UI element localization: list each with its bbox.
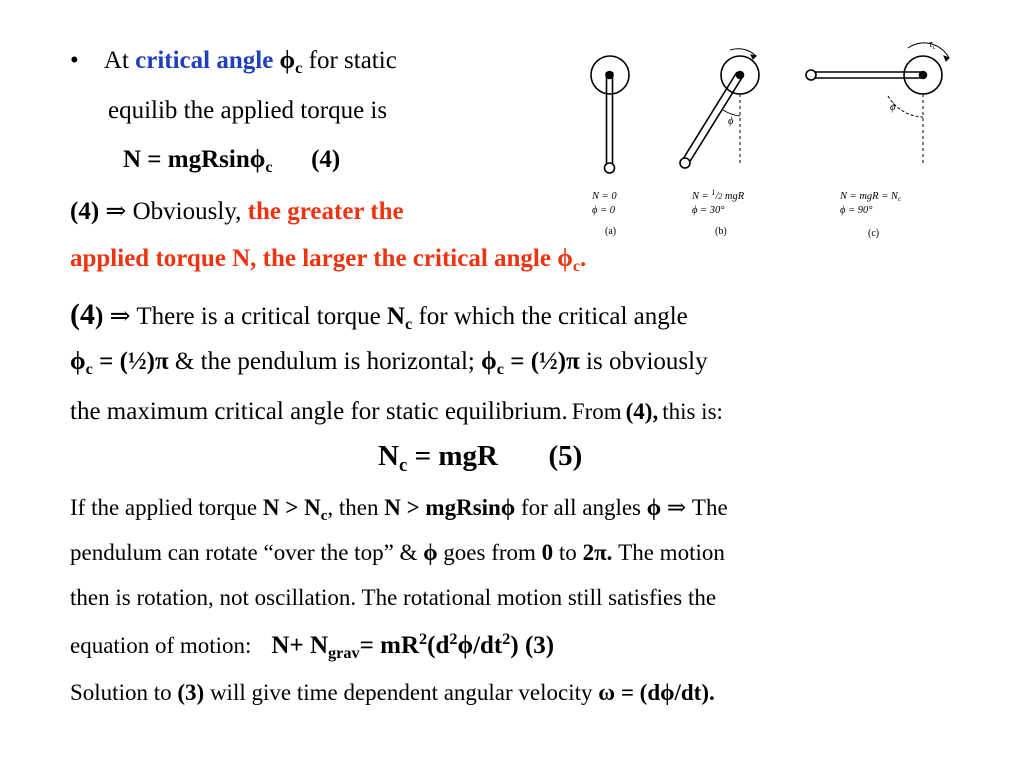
text-greater: the greater the [247,198,404,225]
equation-3: $N+ N_{grav}= mR^2(d^2\phi/dt^2)$ (3) [271,630,555,663]
ref-3: (3) [177,680,205,705]
symbol-phi-c-1: $\phi_c$ = (½)π [70,348,169,379]
text-line-12: then is rotation, not oscillation. The rotational motion still satisfies the [70,585,717,610]
ref-4: (4), [625,399,659,424]
text-line-8: the maximum critical angle for static equilibrium. From (4), this is: [70,398,723,425]
condition-N-gt-mgRsin: N > mgRsinϕ [384,495,516,520]
text-line-4 [70,196,404,226]
caption-a-phi: ϕ = 0 [592,205,616,216]
caption-c-phi: ϕ = 90° [840,205,873,216]
text-for-static: for static [308,47,397,74]
text-line-7: $\phi_c$ = (½)π & the pendulum is horizontal; $\phi_c$ = (½)π is obviously [70,348,708,379]
torque-label-c: τc [929,39,936,51]
equation-4: N = mgRsinϕ$_c$ (4) [123,146,341,177]
text-at: At [103,47,129,74]
equation-number-5: (5) [548,440,583,472]
label-b: (b) [715,226,727,237]
angle-label-b: ϕ [728,116,734,127]
angle-label-c: ϕ [890,102,896,113]
bullet-line-1 [70,47,397,78]
implies-arrow: ⇒ [109,303,131,330]
text-line-10: If the applied torque $N > N_c$, then N > mgRsinϕ for all angles ϕ ⇒ The [70,495,728,524]
implies-arrow: ⇒ [666,495,687,520]
symbol-phi-c: $\phi_c$ [279,47,303,78]
label-c: (c) [868,228,880,239]
angular-velocity-eq: ω = (dϕ/dt). [598,680,715,705]
bullet: • [70,47,79,74]
caption-a-N: N = 0 [592,191,617,202]
caption-c-N: N = mgR = Nc [840,191,902,203]
condition-N-gt-Nc: $N > N_c$ [262,495,328,524]
pendulum-figure [578,38,978,248]
symbol-Nc: $N_c$ [386,303,413,334]
caption-b-N: N = $^1$/2 mgR [692,188,745,202]
text-line-6: (4) ⇒ There is a critical torque $N_c$ for which the critical angle [70,298,688,334]
ref-4: (4) [70,198,100,225]
text-line-2: equilib the applied torque is [108,97,388,124]
label-a: (a) [605,226,617,237]
text-line-14: Solution to (3) will give time dependent angular velocity ω = (dϕ/dt). [70,680,715,705]
text-line-11: pendulum can rotate “over the top” & ϕ goes from 0 to 2π. The motion [70,540,725,565]
ref-4-large: (4 [70,298,95,331]
caption-b-phi: ϕ = 30° [692,205,725,216]
text-line-13: equation of motion: $N+ N_{grav}= mR^2(d^2\phi/dt^2)$ (3) [70,630,555,663]
pendulum-b [680,49,759,168]
pendulum-c [806,43,949,166]
text-obviously: Obviously, [132,198,242,225]
implies-arrow: ⇒ [105,198,127,225]
term-critical-angle: critical angle [135,47,274,74]
symbol-phi-c-2: $\phi_c$ = (½)π [481,348,580,379]
equation-5: $N_c$ = mgR (5) [378,440,583,477]
text-line-5: applied torque N, the larger the critical angle $\phi_c$. [70,245,587,276]
pendulum-a [591,56,629,173]
equation-number-4: (4) [311,146,341,173]
